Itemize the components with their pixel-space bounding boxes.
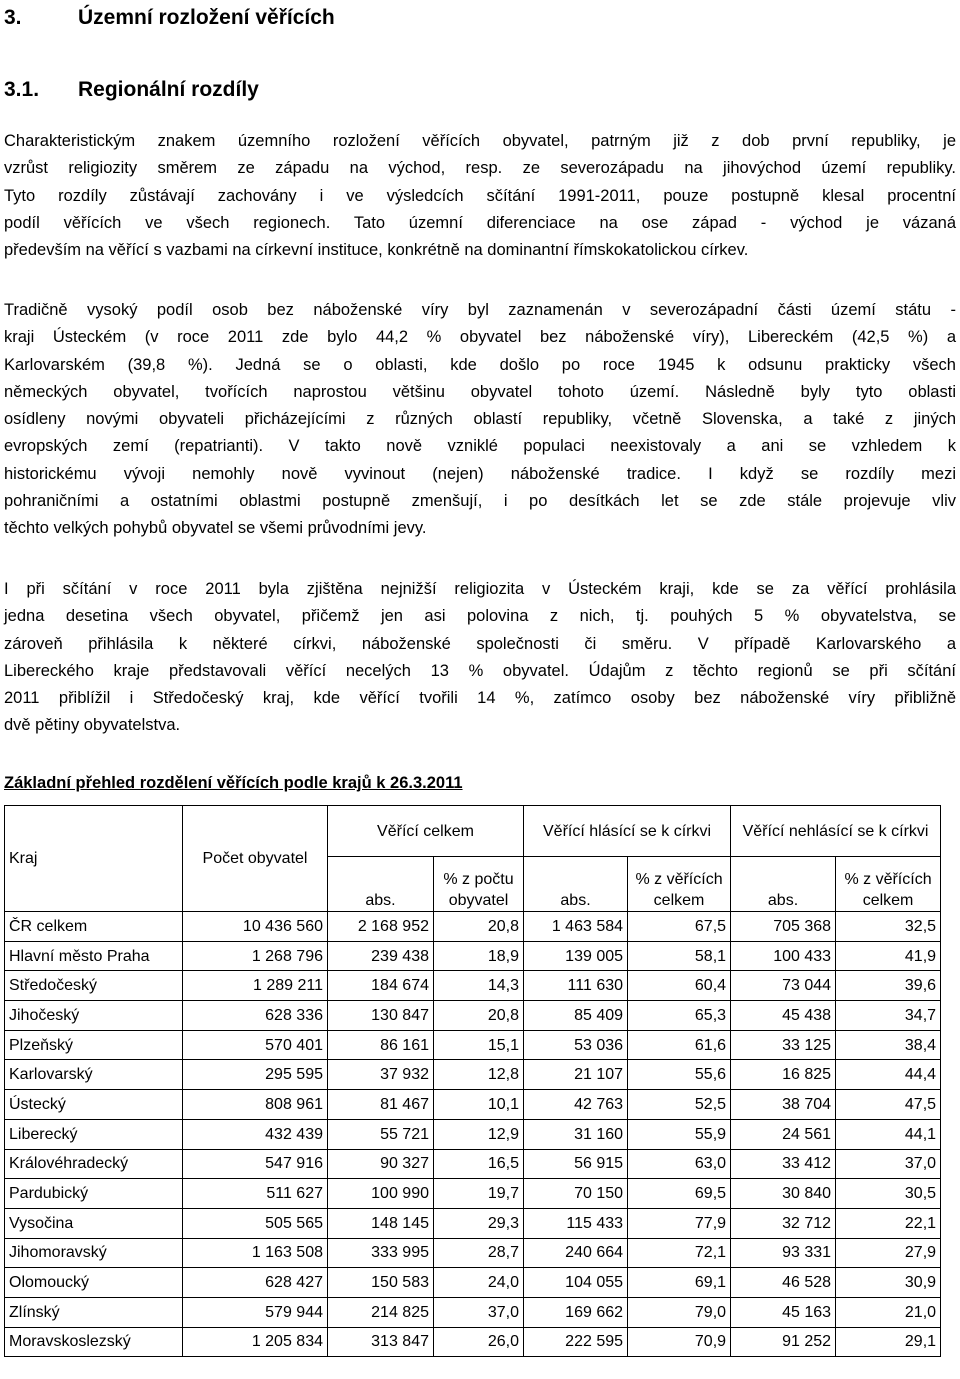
table-row (5, 1149, 941, 1179)
section-title: Územní rozložení věřících (78, 6, 335, 29)
nonchurch-abs-cell: 91 252 (731, 1327, 836, 1357)
church-abs-cell: 104 055 (524, 1268, 628, 1298)
header-pct-pop: % z počtu obyvatel (434, 857, 524, 912)
population-cell: 1 163 508 (183, 1238, 328, 1268)
church-abs-cell: 139 005 (524, 941, 628, 971)
nonchurch-pct-cell: 37,0 (836, 1149, 941, 1179)
table-row (5, 1119, 941, 1149)
header-pct-ver-2: % z věřících celkem (836, 857, 941, 912)
region-name-cell: Moravskoslezský (5, 1327, 183, 1357)
nonchurch-pct-cell: 41,9 (836, 941, 941, 971)
header-abs-2: abs. (524, 857, 628, 912)
believers-abs-cell: 313 847 (328, 1327, 434, 1357)
section-heading (4, 4, 335, 32)
subsection-title: Regionální rozdíly (78, 78, 259, 101)
population-cell: 628 427 (183, 1268, 328, 1298)
population-cell: 579 944 (183, 1297, 328, 1327)
table-row (5, 1268, 941, 1298)
subsection-heading (4, 76, 259, 104)
paragraph-3 (4, 576, 956, 740)
nonchurch-abs-cell: 33 125 (731, 1030, 836, 1060)
believers-abs-cell: 55 721 (328, 1119, 434, 1149)
paragraph-line: zároveň přihlásila k některé církvi, náboženské společnosti či směru. V případě Karlovarského a (4, 634, 956, 653)
believers-pct-cell: 20,8 (434, 1001, 524, 1031)
believers-pct-cell: 26,0 (434, 1327, 524, 1357)
church-pct-cell: 55,9 (628, 1119, 731, 1149)
church-pct-cell: 63,0 (628, 1149, 731, 1179)
church-abs-cell: 85 409 (524, 1001, 628, 1031)
church-pct-cell: 69,5 (628, 1179, 731, 1209)
nonchurch-pct-cell: 38,4 (836, 1030, 941, 1060)
church-abs-cell: 42 763 (524, 1090, 628, 1120)
believers-pct-cell: 16,5 (434, 1149, 524, 1179)
nonchurch-abs-cell: 38 704 (731, 1090, 836, 1120)
nonchurch-pct-cell: 27,9 (836, 1238, 941, 1268)
paragraph-line: 2011 přiblížil i Středočeský kraj, kde věřící tvořili 14 %, zatímco osoby bez náboženské víry přibližně (4, 689, 956, 708)
region-name-cell: Plzeňský (5, 1030, 183, 1060)
population-cell: 10 436 560 (183, 912, 328, 942)
believers-abs-cell: 90 327 (328, 1149, 434, 1179)
population-cell: 1 205 834 (183, 1327, 328, 1357)
church-abs-cell: 31 160 (524, 1119, 628, 1149)
believers-abs-cell: 214 825 (328, 1297, 434, 1327)
church-abs-cell: 21 107 (524, 1060, 628, 1090)
believers-abs-cell: 148 145 (328, 1208, 434, 1238)
nonchurch-abs-cell: 30 840 (731, 1179, 836, 1209)
table-row (5, 1327, 941, 1357)
paragraph-line: pohraničními a ostatními oblastmi postupně zmenšují, i po desítkách let se zde stále projevuje vliv (4, 492, 956, 511)
region-name-cell: Hlavní město Praha (5, 941, 183, 971)
church-abs-cell: 1 463 584 (524, 912, 628, 942)
believers-abs-cell: 86 161 (328, 1030, 434, 1060)
region-name-cell: Jihočeský (5, 1001, 183, 1031)
nonchurch-pct-cell: 32,5 (836, 912, 941, 942)
church-pct-cell: 79,0 (628, 1297, 731, 1327)
region-name-cell: Ústecký (5, 1090, 183, 1120)
population-cell: 1 289 211 (183, 971, 328, 1001)
population-cell: 505 565 (183, 1208, 328, 1238)
region-name-cell: Olomoucký (5, 1268, 183, 1298)
paragraph-line: především na věřící s vazbami na církevní instituce, konkrétně na dominantní římskokatolickou církev. (4, 241, 749, 260)
church-abs-cell: 56 915 (524, 1149, 628, 1179)
believers-pct-cell: 15,1 (434, 1030, 524, 1060)
nonchurch-abs-cell: 93 331 (731, 1238, 836, 1268)
church-pct-cell: 58,1 (628, 941, 731, 971)
believers-abs-cell: 100 990 (328, 1179, 434, 1209)
paragraph-line: kraji Ústeckém (v roce 2011 zde bylo 44,2 % obyvatel bez náboženské víry), Libereckém (42,5 %) a (4, 328, 956, 347)
believers-abs-cell: 239 438 (328, 941, 434, 971)
paragraph-line: Karlovarském (39,8 %). Jedná se o oblasti, kde došlo po roce 1945 k odsunu prakticky všech (4, 355, 956, 374)
church-pct-cell: 52,5 (628, 1090, 731, 1120)
section-number: 3. (4, 6, 22, 29)
believers-abs-cell: 2 168 952 (328, 912, 434, 942)
header-kraj: Kraj (5, 806, 183, 912)
church-pct-cell: 60,4 (628, 971, 731, 1001)
paragraph-line: jedna desetina všech obyvatel, přičemž jen asi polovina z nich, tj. pouhých 5 % obyvatelstva, se (4, 607, 956, 626)
paragraph-line: německých obyvatel, tvořících naprostou většinu obyvatel tohoto území. Následně byly tyto oblasti (4, 382, 956, 401)
church-pct-cell: 77,9 (628, 1208, 731, 1238)
paragraph-line: Tyto rozdíly zůstávají zachovány i ve výsledcích sčítání 1991-2011, pouze postupně klesal procentní (4, 186, 956, 205)
paragraph-line: evropských zemí (repatrianti). V takto nově vzniklé populaci neexistovaly a ani se vzhledem k (4, 437, 956, 456)
population-cell: 628 336 (183, 1001, 328, 1031)
population-cell: 432 439 (183, 1119, 328, 1149)
population-cell: 808 961 (183, 1090, 328, 1120)
believers-pct-cell: 24,0 (434, 1268, 524, 1298)
nonchurch-pct-cell: 30,5 (836, 1179, 941, 1209)
header-pocet-obyvatel: Počet obyvatel (183, 806, 328, 912)
church-pct-cell: 61,6 (628, 1030, 731, 1060)
nonchurch-pct-cell: 44,1 (836, 1119, 941, 1149)
population-cell: 547 916 (183, 1149, 328, 1179)
paragraph-line: osídleny novými obyvateli přicházejícími z různých oblastí republiky, včetně Slovenska, a také z jiných (4, 410, 956, 429)
table-body (5, 912, 941, 1357)
table-title: Základní přehled rozdělení věřících podle krajů k 26.3.2011 (4, 774, 463, 792)
nonchurch-pct-cell: 22,1 (836, 1208, 941, 1238)
table-row (5, 1090, 941, 1120)
believers-pct-cell: 19,7 (434, 1179, 524, 1209)
table-row (5, 971, 941, 1001)
believers-pct-cell: 29,3 (434, 1208, 524, 1238)
header-abs-3: abs. (731, 857, 836, 912)
region-name-cell: ČR celkem (5, 912, 183, 942)
church-abs-cell: 240 664 (524, 1238, 628, 1268)
paragraph-line: I při sčítání v roce 2011 byla zjištěna nejnižší religiozita v Ústeckém kraji, kde se za věřící prohlásila (4, 580, 956, 598)
population-cell: 570 401 (183, 1030, 328, 1060)
nonchurch-abs-cell: 33 412 (731, 1149, 836, 1179)
table-row (5, 912, 941, 942)
paragraph-line: Charakteristickým znakem územního rozložení věřících obyvatel, patrným již z dob první republiky, je (4, 132, 956, 150)
region-name-cell: Zlínský (5, 1297, 183, 1327)
nonchurch-abs-cell: 46 528 (731, 1268, 836, 1298)
nonchurch-pct-cell: 39,6 (836, 971, 941, 1001)
church-pct-cell: 65,3 (628, 1001, 731, 1031)
church-pct-cell: 67,5 (628, 912, 731, 942)
believers-pct-cell: 20,8 (434, 912, 524, 942)
nonchurch-abs-cell: 24 561 (731, 1119, 836, 1149)
nonchurch-pct-cell: 34,7 (836, 1001, 941, 1031)
region-name-cell: Královéhradecký (5, 1149, 183, 1179)
church-abs-cell: 115 433 (524, 1208, 628, 1238)
header-abs-1: abs. (328, 857, 434, 912)
believers-pct-cell: 37,0 (434, 1297, 524, 1327)
header-vestici-celkem: Věřící celkem (328, 806, 524, 857)
church-pct-cell: 55,6 (628, 1060, 731, 1090)
population-cell: 511 627 (183, 1179, 328, 1209)
believers-pct-cell: 12,9 (434, 1119, 524, 1149)
believers-abs-cell: 81 467 (328, 1090, 434, 1120)
believers-pct-cell: 14,3 (434, 971, 524, 1001)
believers-pct-cell: 10,1 (434, 1090, 524, 1120)
table-row (5, 1179, 941, 1209)
paragraph-line: těchto velkých pohybů obyvatel se všemi průvodními jevy. (4, 519, 427, 538)
church-abs-cell: 169 662 (524, 1297, 628, 1327)
table-row (5, 1060, 941, 1090)
table-row (5, 1001, 941, 1031)
church-abs-cell: 111 630 (524, 971, 628, 1001)
paragraph-2 (4, 297, 956, 543)
believers-abs-cell: 150 583 (328, 1268, 434, 1298)
region-name-cell: Vysočina (5, 1208, 183, 1238)
nonchurch-pct-cell: 47,5 (836, 1090, 941, 1120)
nonchurch-pct-cell: 21,0 (836, 1297, 941, 1327)
believers-pct-cell: 12,8 (434, 1060, 524, 1090)
church-abs-cell: 53 036 (524, 1030, 628, 1060)
church-abs-cell: 70 150 (524, 1179, 628, 1209)
paragraph-line: vzrůst religiozity směrem ze západu na východ, resp. ze severozápadu na jihovýchod území republiky. (4, 159, 956, 178)
believers-pct-cell: 28,7 (434, 1238, 524, 1268)
church-pct-cell: 69,1 (628, 1268, 731, 1298)
table-row (5, 1030, 941, 1060)
region-name-cell: Liberecký (5, 1119, 183, 1149)
nonchurch-abs-cell: 705 368 (731, 912, 836, 942)
paragraph-line: podíl věřících ve všech regionech. Tato územní diferenciace na ose západ - východ je vázaná (4, 213, 956, 232)
believers-abs-cell: 130 847 (328, 1001, 434, 1031)
nonchurch-abs-cell: 73 044 (731, 971, 836, 1001)
population-cell: 1 268 796 (183, 941, 328, 971)
table-row (5, 941, 941, 971)
believers-abs-cell: 37 932 (328, 1060, 434, 1090)
paragraph-line: historickému vývoji nemohly nově vyvinout (nejen) náboženské tradice. I když se rozdíly mezi (4, 464, 956, 483)
believers-pct-cell: 18,9 (434, 941, 524, 971)
nonchurch-abs-cell: 16 825 (731, 1060, 836, 1090)
region-name-cell: Jihomoravský (5, 1238, 183, 1268)
header-nehlasici-se-k-cirkvi: Věřící nehlásící se k církvi (731, 806, 941, 857)
paragraph-line: Tradičně vysoký podíl osob bez náboženské víry byl zaznamenán v severozápadní části území státu - (4, 301, 956, 319)
paragraph-line: Libereckého kraje představovali věřící necelých 13 % obyvatel. Údajům z těchto regionů se při sčítání (4, 661, 956, 680)
nonchurch-abs-cell: 32 712 (731, 1208, 836, 1238)
nonchurch-pct-cell: 30,9 (836, 1268, 941, 1298)
region-name-cell: Pardubický (5, 1179, 183, 1209)
nonchurch-abs-cell: 100 433 (731, 941, 836, 971)
nonchurch-abs-cell: 45 163 (731, 1297, 836, 1327)
header-pct-ver-1: % z věřících celkem (628, 857, 731, 912)
subsection-number: 3.1. (4, 78, 40, 101)
believers-abs-cell: 333 995 (328, 1238, 434, 1268)
paragraph-line: dvě pětiny obyvatelstva. (4, 716, 181, 735)
church-pct-cell: 70,9 (628, 1327, 731, 1357)
table-row (5, 1297, 941, 1327)
region-name-cell: Středočeský (5, 971, 183, 1001)
paragraph-1 (4, 128, 956, 264)
table-row (5, 1238, 941, 1268)
header-hlasici-se-k-cirkvi: Věřící hlásící se k církvi (524, 806, 731, 857)
church-pct-cell: 72,1 (628, 1238, 731, 1268)
population-cell: 295 595 (183, 1060, 328, 1090)
believers-abs-cell: 184 674 (328, 971, 434, 1001)
nonchurch-pct-cell: 44,4 (836, 1060, 941, 1090)
nonchurch-abs-cell: 45 438 (731, 1001, 836, 1031)
nonchurch-pct-cell: 29,1 (836, 1327, 941, 1357)
church-abs-cell: 222 595 (524, 1327, 628, 1357)
believers-by-region-table (4, 805, 941, 1357)
region-name-cell: Karlovarský (5, 1060, 183, 1090)
table-row (5, 1208, 941, 1238)
